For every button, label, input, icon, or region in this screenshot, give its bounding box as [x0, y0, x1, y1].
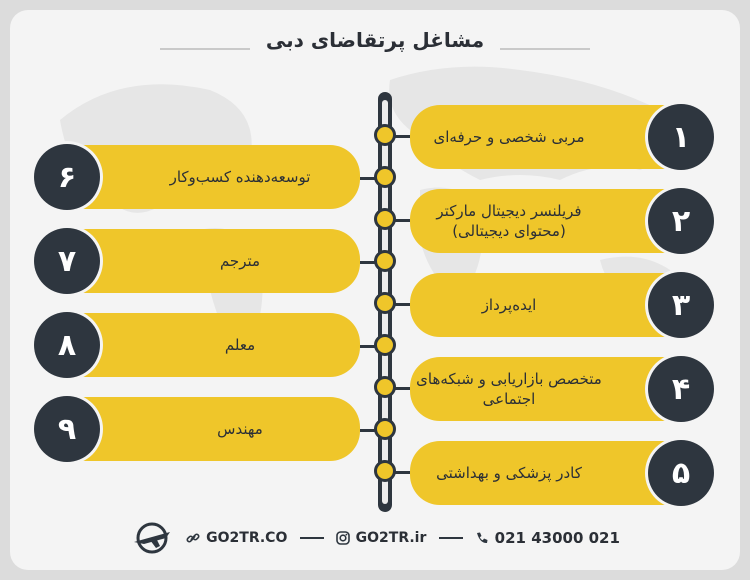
footer-divider-2 [439, 537, 463, 539]
job-item-5 [410, 441, 670, 505]
timeline-dot-3 [374, 292, 396, 314]
job-item-1 [410, 105, 670, 169]
timeline-dot-8 [374, 334, 396, 356]
job-item-7 [80, 229, 360, 293]
job-label-6: توسعه‌دهنده کسب‌وکار [169, 168, 311, 186]
job-item-4 [410, 357, 670, 421]
job-number-3: ۳ [648, 272, 714, 338]
job-label-4: متخصص بازاریابی و شبکه‌های اجتماعی [416, 370, 602, 408]
job-item-9 [80, 397, 360, 461]
phone-icon [475, 531, 489, 545]
timeline-dot-7 [374, 250, 396, 272]
timeline-dot-6 [374, 166, 396, 188]
job-number-5: ۵ [648, 440, 714, 506]
footer-contact-bar [130, 522, 620, 554]
job-label-2: فریلنسر دیجیتال مارکتر (محتوای دیجیتالی) [436, 202, 582, 240]
title-rule-right [500, 48, 590, 50]
phone-text: 021 43000 021 [494, 529, 620, 547]
job-number-6: ۶ [34, 144, 100, 210]
footer-divider-1 [300, 537, 324, 539]
timeline-dot-2 [374, 208, 396, 230]
job-label-8: معلم [224, 336, 256, 354]
phone-link[interactable] [475, 529, 620, 547]
title-rule-left [160, 48, 250, 50]
job-number-4: ۴ [648, 356, 714, 422]
job-number-8: ۸ [34, 312, 100, 378]
instagram-link[interactable] [336, 530, 427, 546]
page-title: مشاغل پرتقاضای دبی [265, 28, 485, 52]
job-item-2 [410, 189, 670, 253]
job-label-7: مترجم [219, 252, 261, 270]
job-number-9: ۹ [34, 396, 100, 462]
website-text: GO2TR.CO [206, 530, 288, 546]
timeline-dot-9 [374, 418, 396, 440]
link-icon [186, 531, 200, 545]
job-number-2: ۲ [648, 188, 714, 254]
job-number-7: ۷ [34, 228, 100, 294]
timeline-dot-5 [374, 460, 396, 482]
job-item-8 [80, 313, 360, 377]
timeline-dot-4 [374, 376, 396, 398]
airplane-logo-icon [130, 522, 174, 554]
job-label-3: ایده‌پرداز [481, 296, 537, 314]
website-link[interactable] [186, 530, 287, 546]
job-item-3 [410, 273, 670, 337]
job-label-9: مهندس [217, 420, 263, 438]
job-label-5: کادر پزشکی و بهداشتی [436, 464, 582, 482]
timeline-dot-1 [374, 124, 396, 146]
instagram-text: GO2TR.ir [355, 530, 427, 546]
instagram-icon [336, 531, 350, 545]
job-number-1: ۱ [648, 104, 714, 170]
job-item-6 [80, 145, 360, 209]
job-label-1: مربی شخصی و حرفه‌ای [433, 128, 585, 146]
